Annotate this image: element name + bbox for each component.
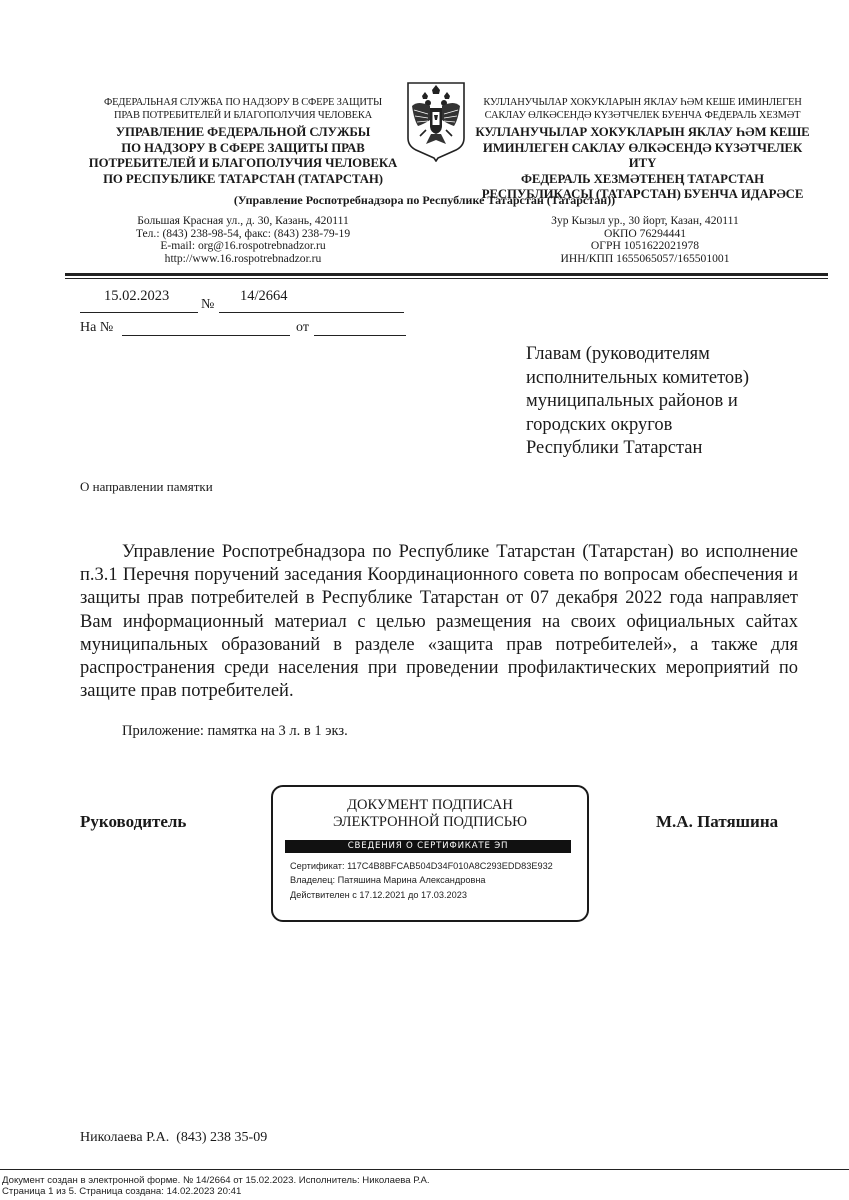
addressee-line: городских округов (526, 414, 673, 435)
coat-of-arms-icon (404, 80, 468, 162)
footer-page-info: Страница 1 из 5. Страница создана: 14.02.2023 20:41 (2, 1186, 242, 1198)
address-line: Большая Красная ул., д. 30, Казань, 420111 (137, 214, 349, 227)
phone-fax-line: Тел.: (843) 238-98-54, факс: (843) 238-79-19 (135, 226, 351, 240)
agency-federal-name-line: ПРАВ ПОТРЕБИТЕЛЕЙ И БЛАГОПОЛУЧИЯ ЧЕЛОВЕКА (113, 110, 373, 121)
signatory-role: Руководитель (80, 812, 187, 831)
website-line: http://www.16.rospotrebnadzor.ru (164, 251, 322, 265)
stamp-title-line: ЭЛЕКТРОННОЙ ПОДПИСЬЮ (332, 814, 528, 830)
certificate-validity: Действителен с 17.12.2021 до 17.03.2023 (290, 889, 467, 900)
okpo-line: ОКПО 76294441 (603, 226, 687, 240)
addressee-line: муниципальных районов и (526, 391, 738, 411)
certificate-owner: Владелец: Патяшина Марина Александровна (290, 875, 486, 886)
certificate-details (290, 859, 553, 902)
agency-federal-name-tatar-line: КУЛЛАНУЧЫЛАР ХОКУКЛАРЫН ЯКЛАУ ҺӘМ КЕШЕ ИМИНЛЕГЕН (483, 97, 802, 108)
date-underline (80, 312, 198, 313)
agency-regional-name-line: ПО НАДЗОРУ В СФЕРЕ ЗАЩИТЫ ПРАВ (121, 140, 365, 155)
inn-kpp-line: ИНН/КПП 1655065057/165501001 (560, 251, 730, 265)
number-underline (219, 312, 404, 313)
executor-contact: Николаева Р.А. (843) 238 35-09 (80, 1130, 268, 1145)
signatory-name: М.А. Патяшина (656, 812, 779, 831)
page-footer (2, 1175, 430, 1197)
agency-regional-name-tatar-line: ФЕДЕРАЛЬ ХЕЗМӘТЕНЕҢ ТАТАРСТАН (521, 171, 764, 186)
reply-to-label: На № (80, 320, 114, 335)
header-double-divider (65, 273, 828, 279)
from-underline (314, 335, 406, 336)
footer-document-info: Документ создан в электронной форме. № 14/2664 от 15.02.2023. Исполнитель: Николаева Р.А. (2, 1175, 430, 1186)
reply-to-underline (122, 335, 290, 336)
address-block-left (88, 215, 398, 265)
agency-federal-name-line: ФЕДЕРАЛЬНАЯ СЛУЖБА ПО НАДЗОРУ В СФЕРЕ ЗАЩИТЫ (104, 97, 382, 108)
stamp-title (273, 797, 587, 831)
address-line: Зур Кызыл ур., 30 йорт, Казан, 420111 (551, 214, 739, 227)
email-line: E-mail: org@16.rospotrebnadzor.ru (160, 239, 326, 253)
addressee-line: исполнительных комитетов) (526, 367, 750, 388)
number-sign: № (201, 297, 215, 312)
addressee-line: Республики Татарстан (526, 438, 703, 458)
agency-federal-name-tatar-line: САКЛАУ ӨЛКӘСЕНДӘ КҮЗӘТЧЕЛЕК БУЕНЧА ФЕДЕРАЛЬ ХЕЗМӘТ (484, 110, 801, 121)
letterhead-left (78, 96, 408, 187)
attachment-note: Приложение: памятка на 3 л. в 1 экз. (122, 723, 348, 739)
footer-divider (0, 1169, 849, 1170)
ogrn-line: ОГРН 1051622021978 (590, 239, 700, 253)
document-number: 14/2664 (240, 288, 288, 304)
letter-subject: О направлении памятки (80, 479, 213, 494)
letter-body: Управление Роспотребнадзора по Республике Татарстан (Татарстан) во исполнение п.3.1 Перечня поручений заседания Координационного совета по вопросам обеспечения и защиты прав потребителей в Республике Татарстан от 07 декабря 2022 года направляет Вам информационный материал с целью размещения на своих официальных сайтах муниципальных образований в разделе «защита прав потребителей», а также для распространения среди населения при проведении профилактических мероприятий по защите прав потребителей. (80, 542, 798, 702)
addressee-block (526, 343, 749, 461)
agency-regional-name-line: ПО РЕСПУБЛИКЕ ТАТАРСТАН (ТАТАРСТАН) (103, 171, 383, 186)
address-block-right (490, 215, 800, 265)
letterhead-right (470, 96, 815, 203)
agency-regional-name-tatar-line: ИМИНЛЕГЕН САКЛАУ ӨЛКӘСЕНДӘ КҮЗӘТЧЕЛЕК ИТҮ (482, 140, 803, 170)
from-label: от (296, 320, 309, 335)
agency-regional-name-tatar-line: КУЛЛАНУЧЫЛАР ХОКУКЛАРЫН ЯКЛАУ ҺӘМ КЕШЕ (475, 125, 810, 139)
certificate-serial: Сертификат: 117C4B8BFCAB504D34F010A8C293EDD83E932 (290, 861, 553, 871)
agency-short-name-row (0, 193, 849, 208)
agency-regional-name-line: ПОТРЕБИТЕЛЕЙ И БЛАГОПОЛУЧИЯ ЧЕЛОВЕКА (88, 156, 398, 170)
certificate-info-bar: СВЕДЕНИЯ О СЕРТИФИКАТЕ ЭП (285, 840, 571, 853)
agency-short-name: (Управление Роспотребнадзора по Республике Татарстан (Татарстан)) (233, 193, 616, 207)
stamp-title-line: ДОКУМЕНТ ПОДПИСАН (347, 797, 513, 813)
addressee-line: Главам (руководителям (526, 344, 710, 364)
agency-regional-name-tatar-line: РЕСПУБЛИКАСЫ (ТАТАРСТАН) БУЕНЧА ИДАРӘСЕ (481, 187, 804, 201)
agency-regional-name-line: УПРАВЛЕНИЕ ФЕДЕРАЛЬНОЙ СЛУЖБЫ (115, 125, 371, 139)
electronic-signature-stamp (271, 785, 589, 922)
document-date: 15.02.2023 (104, 288, 170, 304)
